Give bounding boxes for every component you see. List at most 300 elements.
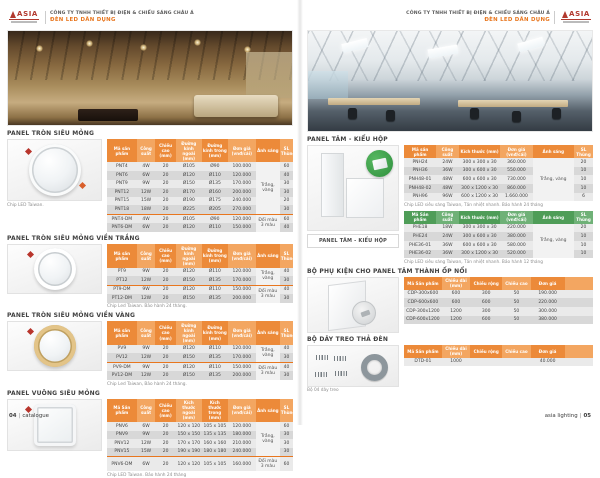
table-cell: PNT6 [107, 171, 137, 180]
table-cell: 600 x 600 x 30 [459, 241, 501, 250]
table-cell: 20 [155, 431, 175, 440]
table-cell: Ø105 [176, 214, 202, 223]
table-cell: 4W [137, 162, 156, 171]
table-cell: 300 [470, 307, 502, 316]
table-cell: 120.000 [228, 345, 256, 354]
table-cell: 200.000 [228, 294, 256, 303]
table-cell [502, 358, 530, 367]
table-cell: 380.000 [531, 316, 565, 325]
table-cell: PNH24 [404, 158, 436, 167]
section-heading-panel-tron-sieu-mong: PANEL TRÒN SIÊU MỎNG [7, 130, 95, 137]
table-cell: 9W [137, 268, 156, 277]
column-header: Ánh sáng [533, 211, 575, 224]
table-cell [470, 358, 502, 367]
table-cell: 135 x 135 [203, 432, 227, 438]
desk-shape [328, 98, 420, 105]
table-cell: 18W [436, 224, 459, 233]
table-cell: 60 [280, 457, 293, 471]
table-cell: 1000 [442, 358, 470, 367]
column-header: Đơn giá [531, 345, 565, 358]
table-cell: PNT4-DM [107, 214, 137, 223]
light-glow [86, 40, 93, 47]
table-cell: 40.000 [531, 358, 565, 367]
section-heading-vien-trang: PANEL TRÒN SIÊU MỎNG VIỀN TRẮNG [7, 235, 140, 243]
table-cell: 40 [280, 223, 293, 232]
table-cell: Ø175 [202, 197, 228, 206]
table-cell: 20 [574, 158, 593, 167]
table-cell: 30 [280, 276, 293, 285]
column-header: SL Thùng [280, 244, 293, 267]
round-panel-gold-rim-icon [34, 325, 76, 367]
table-cell: 220.000 [500, 224, 532, 233]
table-cell: 120.000 [228, 422, 256, 431]
table-cell: Ø110 [202, 345, 228, 354]
table-shape [78, 109, 138, 121]
table-cell: 300 x 600 x 30 [459, 232, 501, 241]
table-cell: 150 x 150 [177, 432, 201, 438]
page-gutter [297, 0, 303, 425]
logo-tagline [11, 21, 37, 23]
column-header: Ánh sáng [533, 145, 575, 158]
table-row [107, 285, 293, 294]
table-cell: 150.000 [228, 223, 256, 232]
table-cell: Ø150 [176, 276, 202, 285]
table-row [107, 362, 293, 371]
table-cell [565, 290, 593, 299]
table-cell: 24W [436, 158, 459, 167]
table-cell: PNV6-DM [107, 457, 137, 471]
header-divider [45, 11, 46, 24]
table-cell: Trắng, vàng [256, 422, 280, 457]
column-header: Công suất [436, 145, 459, 158]
table-cell: 12W [137, 294, 156, 303]
table-cell: 300.000 [531, 307, 565, 316]
table-cell: Ø150 [176, 180, 202, 189]
page-number: 05 [583, 413, 591, 419]
table-cell: 860.000 [500, 184, 532, 193]
table-cell: 600 x 1200 x 30 [459, 193, 501, 202]
table-cell: PT12 [107, 276, 137, 285]
table-cell: 48W [436, 175, 459, 184]
table-cell: 120.000 [228, 171, 256, 180]
table-cell: 10 [574, 167, 593, 176]
column-header: Ánh sáng [256, 321, 280, 344]
photo-caption: Bộ 04 dây treo [307, 388, 339, 394]
table-caption: Chip Led Taiwan, Bảo hành 24 tháng. [107, 381, 187, 387]
hero-photo-office [307, 30, 593, 132]
spec-table-panel-vuong [107, 399, 296, 472]
column-header: Đường kính ngoài (mm) [176, 244, 202, 267]
table-cell: 18W [137, 205, 156, 214]
table-cell: 20 [155, 197, 175, 206]
diamond-accent-icon [27, 328, 34, 335]
window-area [246, 52, 292, 98]
table-cell: PNH96 [404, 193, 436, 202]
section-heading-panel-vuong: PANEL VUÔNG SIÊU MỎNG [7, 389, 101, 397]
table-cell: PNT9 [107, 180, 137, 189]
diamond-accent-icon [25, 148, 32, 155]
footer-divider: | [18, 413, 21, 419]
table-cell [565, 298, 593, 307]
column-header: Chiều cao [502, 277, 530, 290]
spring-hook-icon [335, 371, 347, 376]
table-cell: 380.000 [500, 232, 532, 241]
table-cell: PT12-DM [107, 294, 137, 303]
table-cell: Ø120 [176, 268, 202, 277]
table-cell: Ø225 [176, 205, 202, 214]
table-cell: 15W [137, 197, 156, 206]
column-header: Chiều rộng [470, 277, 502, 290]
table-cell: 190 x 190 [176, 448, 202, 457]
table-cell: 36W [436, 250, 459, 259]
table-cell: Ø135 [202, 371, 228, 380]
table-cell: 300 [470, 290, 502, 299]
table-cell: Trắng, vàng [533, 158, 575, 201]
table-cell: 190.000 [531, 290, 565, 299]
panel-standing-icon [321, 153, 344, 217]
column-header: Chiều cao (mm) [155, 321, 175, 344]
column-header: Đơn giá (vnđ/cái) [228, 244, 256, 267]
table-row [404, 358, 593, 367]
table-cell: Ø190 [176, 197, 202, 206]
table-cell: 1200 [442, 307, 470, 316]
column-header: Đường kính ngoài (mm) [176, 321, 202, 344]
table-cell: 20 [155, 171, 175, 180]
round-panel-white-rim-icon [34, 248, 76, 290]
table-cell: 20 [574, 224, 593, 233]
table-cell: Trắng, vàng [533, 224, 575, 258]
column-header: Chiều rộng [470, 345, 502, 358]
table-row [107, 268, 293, 277]
table-cell: 160 x 160 [203, 440, 227, 446]
page-number-right [545, 413, 591, 419]
logo-triangle-icon [562, 11, 568, 18]
table-cell: PHE36-02 [404, 250, 436, 259]
table-cell: 170.000 [228, 353, 256, 362]
table-cell: Ø135 [202, 353, 228, 362]
table-cell: PNT4 [107, 162, 137, 171]
column-header: Công suất [137, 399, 156, 422]
table-cell: Đổi màu 3 màu [256, 362, 280, 380]
table-cell: 20 [155, 422, 175, 431]
table-cell: Ø135 [202, 180, 228, 189]
table-cell: PNV12 [107, 439, 137, 448]
table-cell: 12W [137, 439, 156, 448]
table-row [107, 345, 293, 354]
table-cell: 105 x 105 [202, 457, 228, 471]
logo-text: ASIA [17, 10, 38, 18]
table-cell: 50 [502, 307, 530, 316]
page-header-left [7, 7, 293, 27]
table-cell: Ø205 [202, 205, 228, 214]
table-cell: 600 [470, 298, 502, 307]
table-cell: 300 x 1200 x 30 [459, 184, 501, 193]
logo-underline [561, 19, 591, 20]
table-cell: Ø110 [202, 223, 228, 232]
spec-table-vien-vang [107, 321, 296, 380]
column-header: Đường kính trong (mm) [202, 244, 228, 267]
column-header: Đường kính trong (mm) [202, 321, 228, 344]
table-cell: Đổi màu 3 màu [256, 214, 280, 232]
table-cell: 40 [280, 171, 293, 180]
column-header: Chiều cao [502, 345, 530, 358]
table-cell: PNH48-02 [404, 184, 436, 193]
table-cell: Ø90 [202, 214, 228, 223]
table-cell: 20 [155, 371, 175, 380]
chair-shape [552, 108, 561, 119]
table-cell: 9W [137, 362, 156, 371]
table-cell: PNT12 [107, 188, 137, 197]
table-cell: 170.000 [228, 276, 256, 285]
table-row [404, 158, 593, 167]
spec-table-day-treo [404, 345, 593, 367]
table-cell: Ø120 [176, 171, 202, 180]
table-cell: 60 [280, 214, 293, 223]
table-row [107, 457, 293, 471]
table-cell: 10 [574, 250, 593, 259]
column-header: Mã Sản phẩm [404, 277, 442, 290]
table-caption: Chip LED Taiwan. Bảo hành 24 tháng [107, 472, 187, 478]
column-header [565, 345, 593, 358]
column-header: Chiều dài (mm) [442, 345, 470, 358]
table-cell: 6W [137, 171, 156, 180]
table-cell: 20 [155, 276, 175, 285]
table-cell: Ø110 [202, 285, 228, 294]
diamond-accent-icon [25, 406, 32, 413]
table-cell: PV9-DM [107, 362, 137, 371]
table-cell: 600 [442, 298, 470, 307]
column-header: Đường kính ngoài (mm) [176, 139, 202, 162]
table-cell: 120 x 120 [176, 457, 202, 471]
table-cell: 36W [436, 241, 459, 250]
logo-underline [9, 19, 39, 20]
table-cell: Trắng, vàng [256, 345, 280, 363]
table-cell: PNV6 [107, 422, 137, 431]
column-header: Công suất [137, 244, 156, 267]
column-header: Đơn giá [531, 277, 565, 290]
table-cell: PHE18 [404, 224, 436, 233]
table-cell: 60 [280, 422, 293, 431]
window-area [308, 71, 348, 99]
column-header: SL Thùng [280, 139, 293, 162]
table-cell: PNH36 [404, 167, 436, 176]
table-cell: 20 [155, 180, 175, 189]
category-title: ĐÈN LED DÂN DỤNG [50, 17, 116, 24]
table-cell: 180 x 180 [202, 448, 228, 457]
table-cell: Ø150 [176, 353, 202, 362]
table-cell: 96W [436, 193, 459, 202]
table-cell: 6W [137, 422, 156, 431]
table-cell: 240.000 [228, 448, 256, 457]
table-cell: Ø160 [202, 188, 228, 197]
section-heading-vien-vang: PANEL TRÒN SIÊU MỎNG VIỀN VÀNG [7, 312, 136, 320]
table-cell: 50 [502, 290, 530, 299]
section-heading-phu-kien: BỘ PHỤ KIỆN CHO PANEL TÂM THÀNH ỐP NỔI [307, 267, 468, 275]
table-cell: Ø120 [176, 362, 202, 371]
column-header [565, 277, 593, 290]
table-cell: PT9-DM [107, 285, 137, 294]
table-cell: 30 [280, 448, 293, 457]
table-caption: Chip LED siêu sáng Taiwan, Tản nhiệt nhanh. Bảo hành 12 tháng [404, 259, 543, 265]
table-cell: Ø110 [202, 171, 228, 180]
table-cell: 200.000 [228, 188, 256, 197]
product-photo-round-panel [7, 139, 102, 201]
table-cell: 10 [574, 175, 593, 184]
table-cell: 20 [280, 197, 293, 206]
clip-icon [360, 309, 370, 317]
table-cell: 30 [280, 353, 293, 362]
table-cell: 40 [280, 345, 293, 354]
table-cell: Ø135 [202, 276, 228, 285]
column-header: Mã Sản phẩm [107, 399, 137, 422]
spring-hook-icon [316, 355, 328, 360]
table-row [107, 214, 293, 223]
table-cell: PHE36-01 [404, 241, 436, 250]
table-cell: Ø135 [202, 294, 228, 303]
table-cell: 50 [502, 298, 530, 307]
table-cell: Đổi màu 3 màu [256, 285, 280, 303]
sofa-shape [194, 95, 278, 117]
table-row [404, 224, 593, 233]
table-cell: 300 x 300 x 30 [459, 224, 501, 233]
table-cell: 170 x 170 [177, 440, 201, 446]
panel-corner-icon [372, 158, 388, 171]
column-header: Kích thước ngoài (mm) [176, 399, 202, 422]
table-cell: 170.000 [228, 180, 256, 189]
spec-table-vien-trang [107, 244, 296, 303]
logo-tagline [563, 21, 589, 23]
table-cell: PV9 [107, 345, 137, 354]
table-cell: 48W [436, 184, 459, 193]
section-heading-panel-tam: PANEL TÂM - KIỂU HỘP [307, 136, 388, 143]
product-photo-box-panels [307, 145, 399, 231]
table-cell: 15W [137, 448, 156, 457]
table-cell: 150.000 [228, 285, 256, 294]
table-cell: 40 [280, 362, 293, 371]
spec-table-panel-edge [404, 211, 593, 259]
table-cell: Ø150 [176, 371, 202, 380]
table-row [107, 162, 293, 171]
column-header: Đơn giá (vnđ/cái) [500, 145, 532, 158]
footer-label: asia lighting [544, 413, 578, 419]
table-cell: 9W [137, 180, 156, 189]
column-header: Công suất [436, 211, 459, 224]
table-cell: 12W [137, 276, 156, 285]
table-cell: DTD-01 [404, 358, 442, 367]
category-title: ĐÈN LED DÂN DỤNG [484, 17, 550, 24]
table-cell: 120.000 [228, 268, 256, 277]
table-cell: 120 x 120 [177, 423, 201, 429]
chair-shape [512, 111, 521, 122]
green-circle-inset [366, 150, 393, 177]
table-cell: 20 [155, 268, 175, 277]
table-cell: 20 [155, 439, 175, 448]
table-cell: 12W [137, 371, 156, 380]
column-header: Mã Sản phẩm [404, 345, 442, 358]
spec-table-panel-hop [404, 145, 593, 201]
table-cell: 20 [155, 162, 175, 171]
table-cell: 6 [574, 193, 593, 202]
footer-label: catalogue [22, 413, 49, 419]
company-name: CÔNG TY TNHH THIẾT BỊ ĐIỆN & CHIẾU SÁNG CHÂU Á [50, 10, 194, 16]
table-row [404, 298, 593, 307]
table-cell: 20 [155, 205, 175, 214]
column-header: Chiều cao (mm) [155, 139, 175, 162]
table-cell: 600 x 600 x 30 [459, 175, 501, 184]
column-header: Đơn giá (vnđ/cái) [228, 139, 256, 162]
table-cell: 60 [280, 162, 293, 171]
table-cell: 30 [280, 294, 293, 303]
table-cell: 150.000 [228, 362, 256, 371]
chair-shape [386, 110, 395, 121]
table-cell: 1.660.000 [500, 193, 532, 202]
table-cell: 105 x 105 [203, 423, 227, 429]
table-cell: 360.000 [500, 158, 532, 167]
photo-caption: Chip LED Taiwan. [7, 202, 44, 208]
column-header: Mã sản phẩm [404, 145, 436, 158]
table-cell: 10 [574, 184, 593, 193]
table-cell: PNT15 [107, 197, 137, 206]
light-glow [194, 39, 201, 46]
table-caption: Chip LED siêu sáng Taiwan, Tản nhiệt nhanh. Bảo hành 24 tháng [404, 202, 543, 208]
table-cell: 220.000 [531, 298, 565, 307]
spec-table-panel-tron-sieu-mong [107, 139, 296, 232]
table-cell: 30 [280, 371, 293, 380]
table-cell [565, 358, 593, 367]
table-cell: Ø120 [176, 223, 202, 232]
table-cell: PNT6-DM [107, 223, 137, 232]
page-right [300, 0, 600, 425]
column-header: Kích thước trong (mm) [202, 399, 228, 422]
column-header: Mã sản phẩm [107, 244, 137, 267]
table-cell: 600 [470, 316, 502, 325]
table-cell: 270.000 [228, 205, 256, 214]
chair-shape [470, 108, 479, 119]
table-cell: CDP-600x600 [404, 298, 442, 307]
column-header: Ánh sáng [256, 139, 280, 162]
column-header: Đơn giá (vnđ/cái) [500, 211, 532, 224]
table-cell: Ø120 [176, 285, 202, 294]
table-cell: Ø110 [202, 268, 228, 277]
table-cell: 20 [155, 345, 175, 354]
spring-hook-icon [334, 356, 346, 361]
table-row [404, 290, 593, 299]
footer-divider: | [579, 413, 582, 419]
column-header: Đơn giá (vnđ/cái) [228, 321, 256, 344]
wire-coil-icon [361, 354, 388, 381]
table-cell: Đổi màu 3 màu [256, 457, 280, 471]
table-cell: 100.000 [228, 162, 256, 171]
column-header: SL Thùng [574, 211, 593, 224]
table-cell: PNV15 [107, 448, 137, 457]
table-cell: 20 [155, 448, 175, 457]
spec-table-phu-kien [404, 277, 593, 325]
ceiling-grid [308, 31, 592, 81]
column-header: Mã Sản phẩm [404, 211, 436, 224]
table-cell: 160.000 [228, 457, 256, 471]
round-panel-icon [29, 144, 81, 196]
table-cell: Ø150 [176, 294, 202, 303]
table-cell: CDP-300x600 [404, 290, 442, 299]
clip-detail-circle [352, 301, 376, 325]
table-cell: 10 [574, 241, 593, 250]
table-cell: 12W [137, 353, 156, 362]
table-cell [565, 316, 593, 325]
chair-shape [348, 108, 357, 119]
table-cell: 1200 [442, 316, 470, 325]
column-header: Kích thước (mm) [459, 211, 501, 224]
table-cell: 4W [137, 214, 156, 223]
